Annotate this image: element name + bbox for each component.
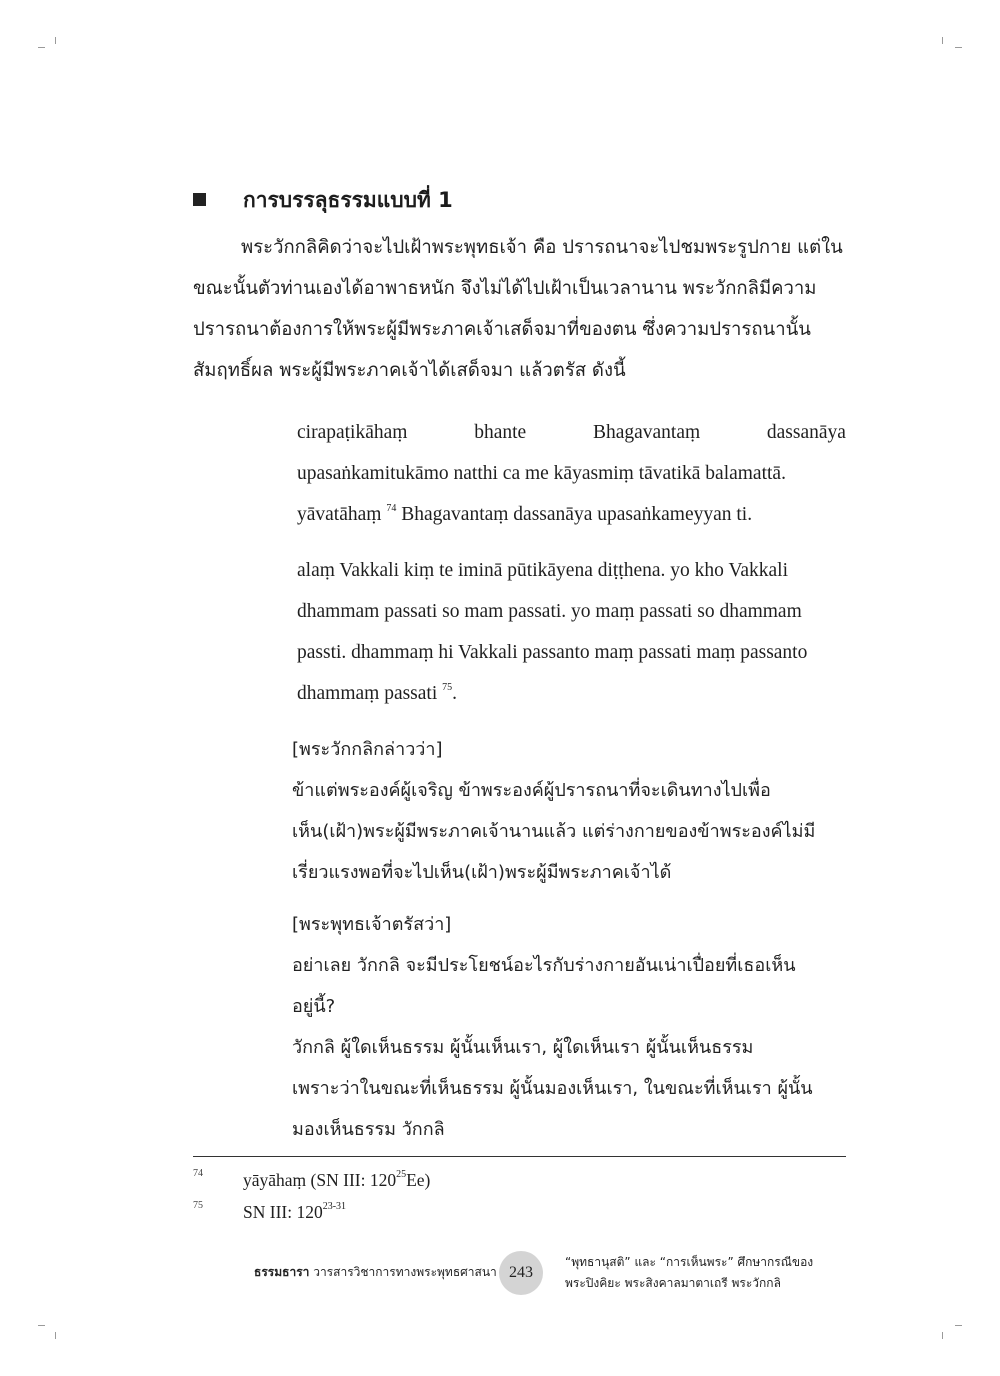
journal-subtitle: วารสารวิชาการทางพระพุทธศาสนา (313, 1265, 497, 1279)
pali-line: dhammam passati so mam passati. yo maṃ passati so dhammam (297, 601, 802, 622)
paragraph-line: ขณะนั้นตัวท่านเองได้อาพาธหนัก จึงไม่ได้ไปเฝ้าเป็นเวลานาน พระวักกลิมีความ (193, 278, 817, 299)
journal-name: ธรรมธารา (254, 1265, 310, 1279)
footnote-text (243, 1170, 430, 1191)
pali-quote-1 (297, 412, 846, 535)
footnote-superscript: 25 (396, 1169, 407, 1180)
speaker-label: [พระพุทธเจ้าตรัสว่า] (292, 914, 452, 935)
footnote (193, 1168, 846, 1194)
paragraph-line: ปรารถนาต้องการให้พระผู้มีพระภาคเจ้าเสด็จมาที่ของตน ซึ่งความปรารถนานั้น (193, 319, 811, 340)
translation-line: อย่าเลย วักกลิ จะมีประโยชน์อะไรกับร่างกายอันเน่าเปื่อยที่เธอเห็น (292, 955, 796, 976)
pali-word: Bhagavantaṃ (592, 422, 701, 443)
translation-vakkali (292, 729, 848, 893)
pali-line (297, 494, 846, 535)
footnote-text (243, 1202, 346, 1223)
crop-mark (942, 37, 943, 44)
crop-mark (942, 1332, 943, 1339)
pali-line (297, 412, 846, 453)
pali-quote-2 (297, 550, 846, 714)
pali-word: cirapaṭikāhaṃ (297, 422, 408, 443)
article-title-line: พระปิงคิยะ พระสิงคาลมาตาเถรี พระวักกลิ (565, 1276, 781, 1290)
crop-mark (38, 1325, 45, 1326)
footnote-text-part: Ee) (406, 1170, 431, 1190)
crop-mark (38, 47, 45, 48)
pali-line: upasaṅkamitukāmo natthi ca me kāyasmiṃ tāvatikā balamattā. (297, 463, 786, 484)
pali-line: passti. dhammaṃ hi Vakkali passanto maṃ passati maṃ passanto (297, 642, 808, 663)
pali-text: yāvatāhaṃ (297, 504, 382, 525)
translation-line: มองเห็นธรรม วักกลิ (292, 1119, 445, 1140)
body-paragraph (193, 227, 846, 391)
crop-mark (55, 1332, 56, 1339)
translation-buddha (292, 904, 848, 1150)
translation-line: อยู่นี้? (292, 996, 336, 1017)
pali-line: alaṃ Vakkali kiṃ te iminā pūtikāyena diṭṭhena. yo kho Vakkali (297, 560, 789, 581)
article-title-line: “พุทธานุสติ” และ “การเห็นพระ” ศึกษากรณีของ (565, 1255, 814, 1269)
pali-word: dassanāya (766, 422, 846, 443)
page-number: 243 (509, 1264, 533, 1281)
footer-article-title (565, 1252, 813, 1294)
footnote (193, 1200, 846, 1226)
square-bullet-icon (193, 193, 206, 206)
footnote-number: 75 (193, 1200, 203, 1211)
footnote-ref-74[interactable]: 74 (386, 503, 397, 514)
section-title: การบรรลุธรรมแบบที่ 1 (243, 188, 453, 212)
crop-mark (955, 47, 962, 48)
translation-line: วักกลิ ผู้ใดเห็นธรรม ผู้นั้นเห็นเรา, ผู้ใดเห็นเรา ผู้นั้นเห็นธรรม (292, 1037, 754, 1058)
footer-journal (254, 1263, 497, 1282)
footnote-text-part: SN III: 120 (243, 1202, 323, 1222)
pali-text: Bhagavantaṃ dassanāya upasaṅkameyyan ti. (401, 504, 753, 525)
translation-line: เรี่ยวแรงพอที่จะไปเห็น(เฝ้า)พระผู้มีพระภาคเจ้าได้ (292, 862, 672, 883)
page-number-badge (499, 1251, 543, 1295)
translation-line: เพราะว่าในขณะที่เห็นธรรม ผู้นั้นมองเห็นเรา, ในขณะที่เห็นเรา ผู้นั้น (292, 1078, 813, 1099)
footnote-number: 74 (193, 1168, 203, 1179)
pali-text: . (452, 683, 458, 704)
paragraph-line: สัมฤทธิ์ผล พระผู้มีพระภาคเจ้าได้เสด็จมา แล้วตรัส ดังนี้ (193, 360, 626, 381)
footnote-superscript: 23-31 (322, 1201, 347, 1212)
paragraph-line: พระวักกลิคิดว่าจะไปเฝ้าพระพุทธเจ้า คือ ปรารถนาจะไปชมพระรูปกาย แต่ใน (241, 237, 843, 258)
translation-line: เห็น(เฝ้า)พระผู้มีพระภาคเจ้านานแล้ว แต่ร่างกายของข้าพระองค์ไม่มี (292, 821, 816, 842)
speaker-label: [พระวักกลิกล่าวว่า] (292, 739, 443, 760)
footnote-divider (193, 1156, 846, 1157)
pali-text: dhammaṃ passati (297, 683, 438, 704)
pali-word: bhante (474, 422, 527, 443)
crop-mark (55, 37, 56, 44)
footnote-text-part: yāyāhaṃ (SN III: 120 (243, 1170, 397, 1190)
crop-mark (955, 1325, 962, 1326)
translation-line: ข้าแต่พระองค์ผู้เจริญ ข้าพระองค์ผู้ปรารถนาที่จะเดินทางไปเพื่อ (292, 780, 771, 801)
footnote-ref-75[interactable]: 75 (442, 682, 453, 693)
pali-line (297, 673, 846, 714)
section-heading (193, 184, 853, 218)
